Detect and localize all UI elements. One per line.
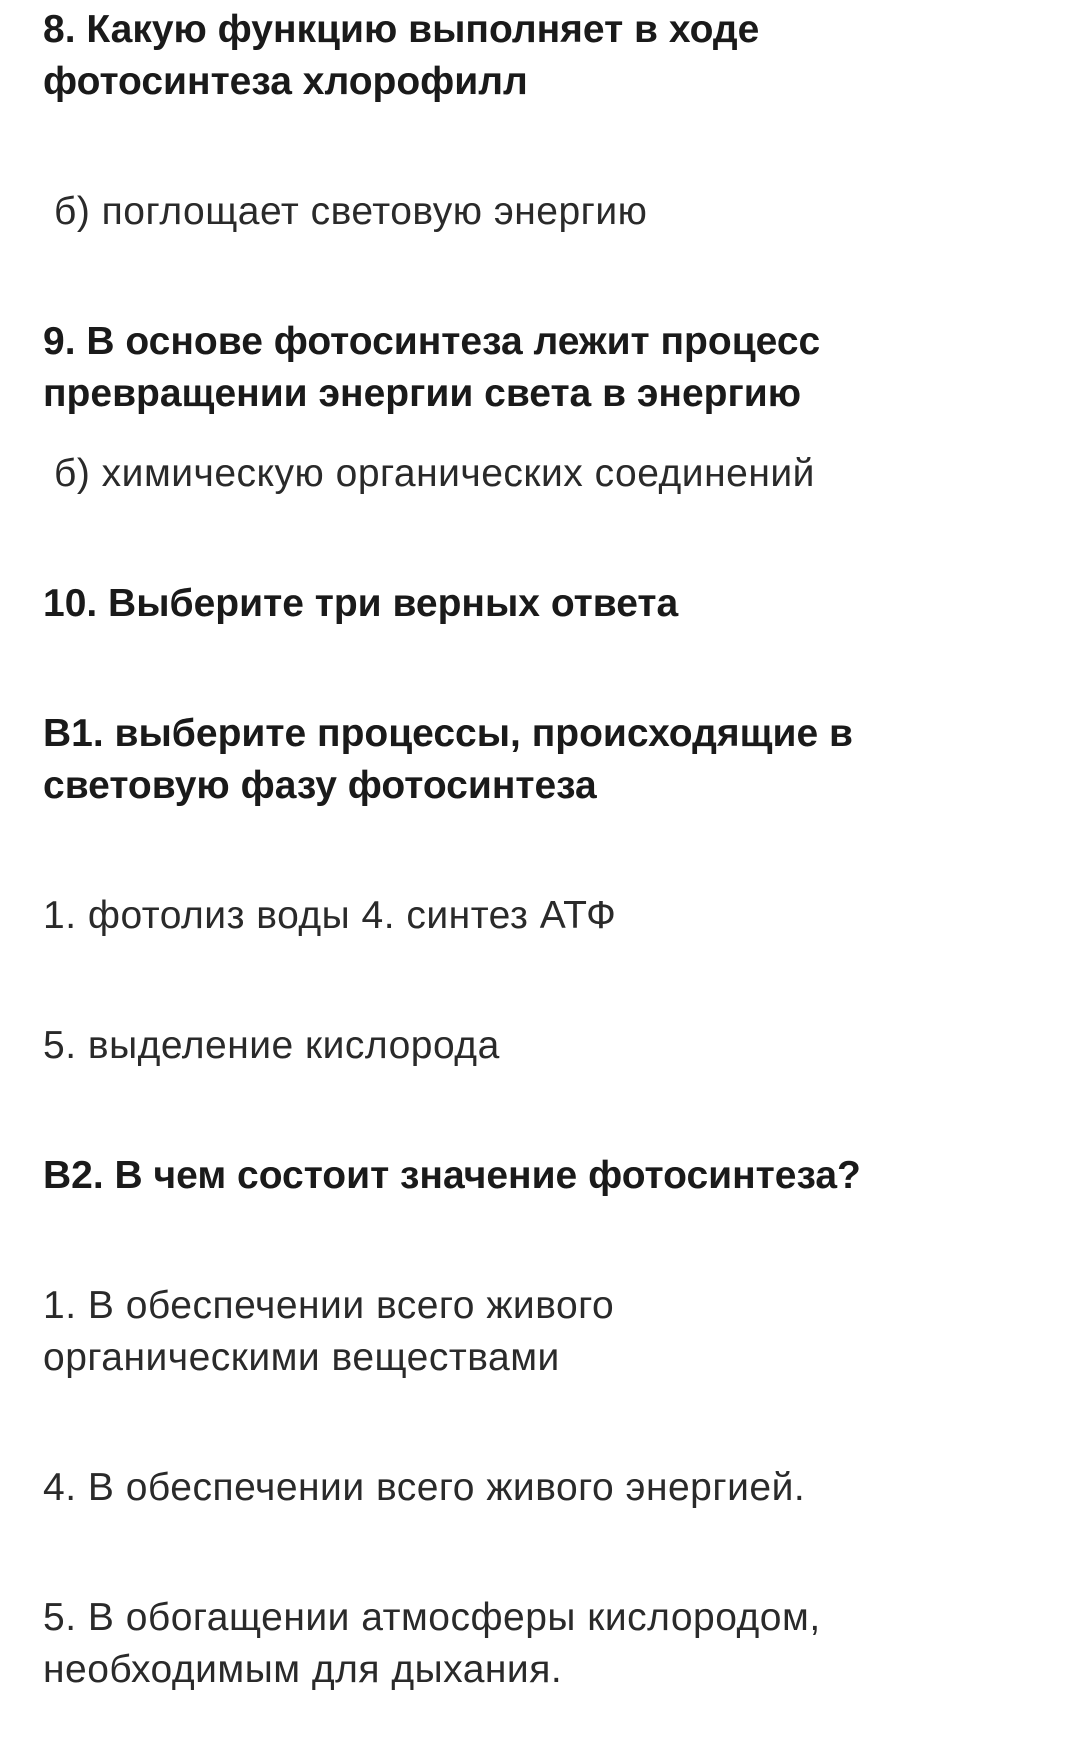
question-b2-title: В2. В чем состоит значение фотосинтеза? xyxy=(43,1154,861,1197)
question-b1-answer-1: 1. фотолиз воды 4. синтез АТФ xyxy=(43,894,617,937)
question-9-title-line-2: превращении энергии света в энергию xyxy=(43,372,802,415)
question-b2-answer-1-line-2: органическими веществами xyxy=(43,1336,560,1379)
question-10-title: 10. Выберите три верных ответа xyxy=(43,582,679,625)
question-8-answer: б) поглощает световую энергию xyxy=(54,190,648,233)
question-9-answer: б) химическую органических соединений xyxy=(54,452,815,495)
question-8-title-line-2: фотосинтеза хлорофилл xyxy=(43,60,528,103)
question-8-title-line-1: 8. Какую функцию выполняет в ходе xyxy=(43,8,760,51)
question-b2-answer-1-line-1: 1. В обеспечении всего живого xyxy=(43,1284,615,1327)
question-b1-title-line-2: световую фазу фотосинтеза xyxy=(43,764,597,807)
question-b2-answer-3-line-2: необходимым для дыхания. xyxy=(43,1648,563,1691)
question-b1-answer-2: 5. выделение кислорода xyxy=(43,1024,500,1067)
question-b2-answer-3-line-1: 5. В обогащении атмосферы кислородом, xyxy=(43,1596,821,1639)
question-b1-title-line-1: В1. выберите процессы, происходящие в xyxy=(43,712,853,755)
question-b2-answer-2: 4. В обеспечении всего живого энергией. xyxy=(43,1466,806,1509)
question-9-title-line-1: 9. В основе фотосинтеза лежит процесс xyxy=(43,320,821,363)
